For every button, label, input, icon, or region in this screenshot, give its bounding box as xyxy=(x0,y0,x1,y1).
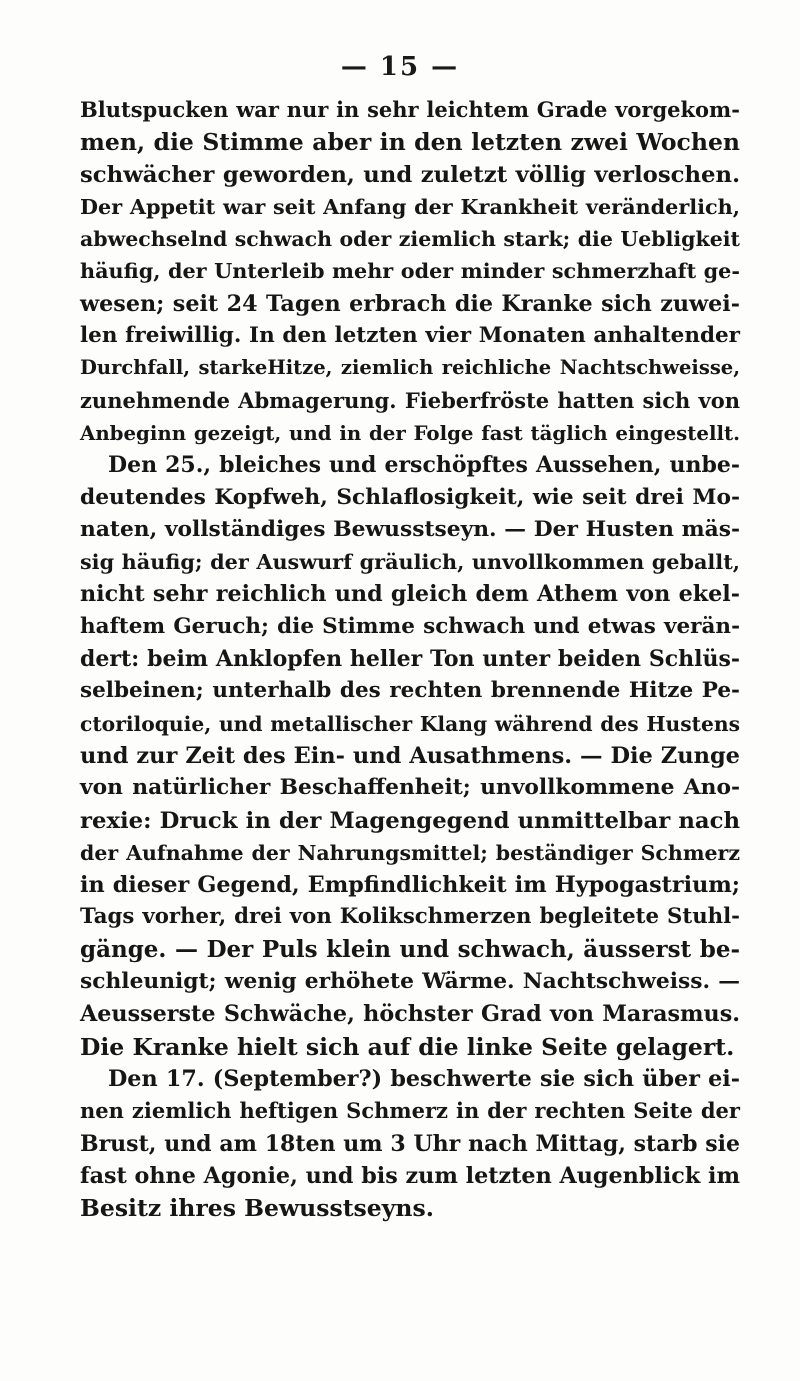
text-line: Die Kranke hielt sich auf die linke Seite gelagert. xyxy=(80,1032,735,1061)
text-line: men, die Stimme aber in den letzten zwei Wochen xyxy=(80,128,740,157)
text-line: gänge. — Der Puls klein und schwach, äusserst be- xyxy=(80,935,740,963)
text-line: wesen; seit 24 Tagen erbrach die Kranke sich zuwei- xyxy=(80,290,740,317)
text-line: schleunigt; wenig erhöhete Wärme. Nachtschweiss. — xyxy=(80,969,740,995)
text-line: rexie: Druck in der Magengegend unmittelbar nach xyxy=(80,807,740,834)
text-line: der Aufnahme der Nahrungsmittel; beständiger Schmerz xyxy=(80,840,740,865)
text-line: und zur Zeit des Ein- und Ausathmens. — Die Zunge xyxy=(80,742,740,769)
text-line: haftem Geruch; die Stimme schwach und etwas verän- xyxy=(80,613,740,639)
text-line: in dieser Gegend, Empfindlichkeit im Hypogastrium; xyxy=(80,872,740,899)
text-line: selbeinen; unterhalb des rechten brennende Hitze Pe- xyxy=(80,678,740,704)
text-line: len freiwillig. In den letzten vier Monaten anhaltender xyxy=(80,323,740,349)
text-line: Brust, und am 18ten um 3 Uhr nach Mittag, starb sie xyxy=(80,1130,740,1157)
text-line: Anbeginn gezeigt, und in der Folge fast täglich eingestellt. xyxy=(80,420,740,445)
text-line: Den 25., bleiches und erschöpftes Aussehen, unbe- xyxy=(108,452,740,479)
text-line: schwächer geworden, und zuletzt völlig verloschen. xyxy=(80,161,740,188)
page-number: — 15 — xyxy=(340,52,460,82)
text-line: sig häufig; der Auswurf gräulich, unvollkommen geballt, xyxy=(80,550,740,575)
text-line: häufig, der Unterleib mehr oder minder schmerzhaft ge- xyxy=(80,259,740,284)
text-line: naten, vollständiges Bewusstseyn. — Der Husten mäs- xyxy=(80,516,740,542)
text-line: Den 17. (September?) beschwerte sie sich über ei- xyxy=(108,1065,740,1092)
text-line: Aeusserste Schwäche, höchster Grad von Marasmus. xyxy=(80,1001,740,1028)
text-line: deutendes Kopfweh, Schlaflosigkeit, wie seit drei Mo- xyxy=(80,484,740,510)
text-line: Tags vorher, drei von Kolikschmerzen begleitete Stuhl- xyxy=(80,904,740,930)
text-line: zunehmende Abmagerung. Fieberfröste hatten sich von xyxy=(80,387,740,413)
text-line: Der Appetit war seit Anfang der Krankheit veränderlich, xyxy=(80,194,740,219)
text-line: nen ziemlich heftigen Schmerz in der rechten Seite der xyxy=(80,1098,740,1124)
text-line: dert: beim Anklopfen heller Ton unter beiden Schlüs- xyxy=(80,646,740,673)
text-line: nicht sehr reichlich und gleich dem Athem von ekel- xyxy=(80,581,740,608)
text-line: von natürlicher Beschaffenheit; unvollkommene Ano- xyxy=(80,775,740,801)
text-line: Durchfall, starkeHitze, ziemlich reichliche Nachtschweisse, xyxy=(80,356,740,380)
text-line: fast ohne Agonie, und bis zum letzten Augenblick im xyxy=(80,1162,740,1189)
text-line: Blutspucken war nur in sehr leichtem Grade vorgekom- xyxy=(80,97,740,122)
text-line: Besitz ihres Bewusstseyns. xyxy=(80,1194,434,1223)
text-line: ctoriloquie, und metallischer Klang während des Hustens xyxy=(80,711,740,736)
text-line: abwechselnd schwach oder ziemlich stark; die Uebligkeit xyxy=(80,227,740,252)
body-text xyxy=(80,94,740,1224)
